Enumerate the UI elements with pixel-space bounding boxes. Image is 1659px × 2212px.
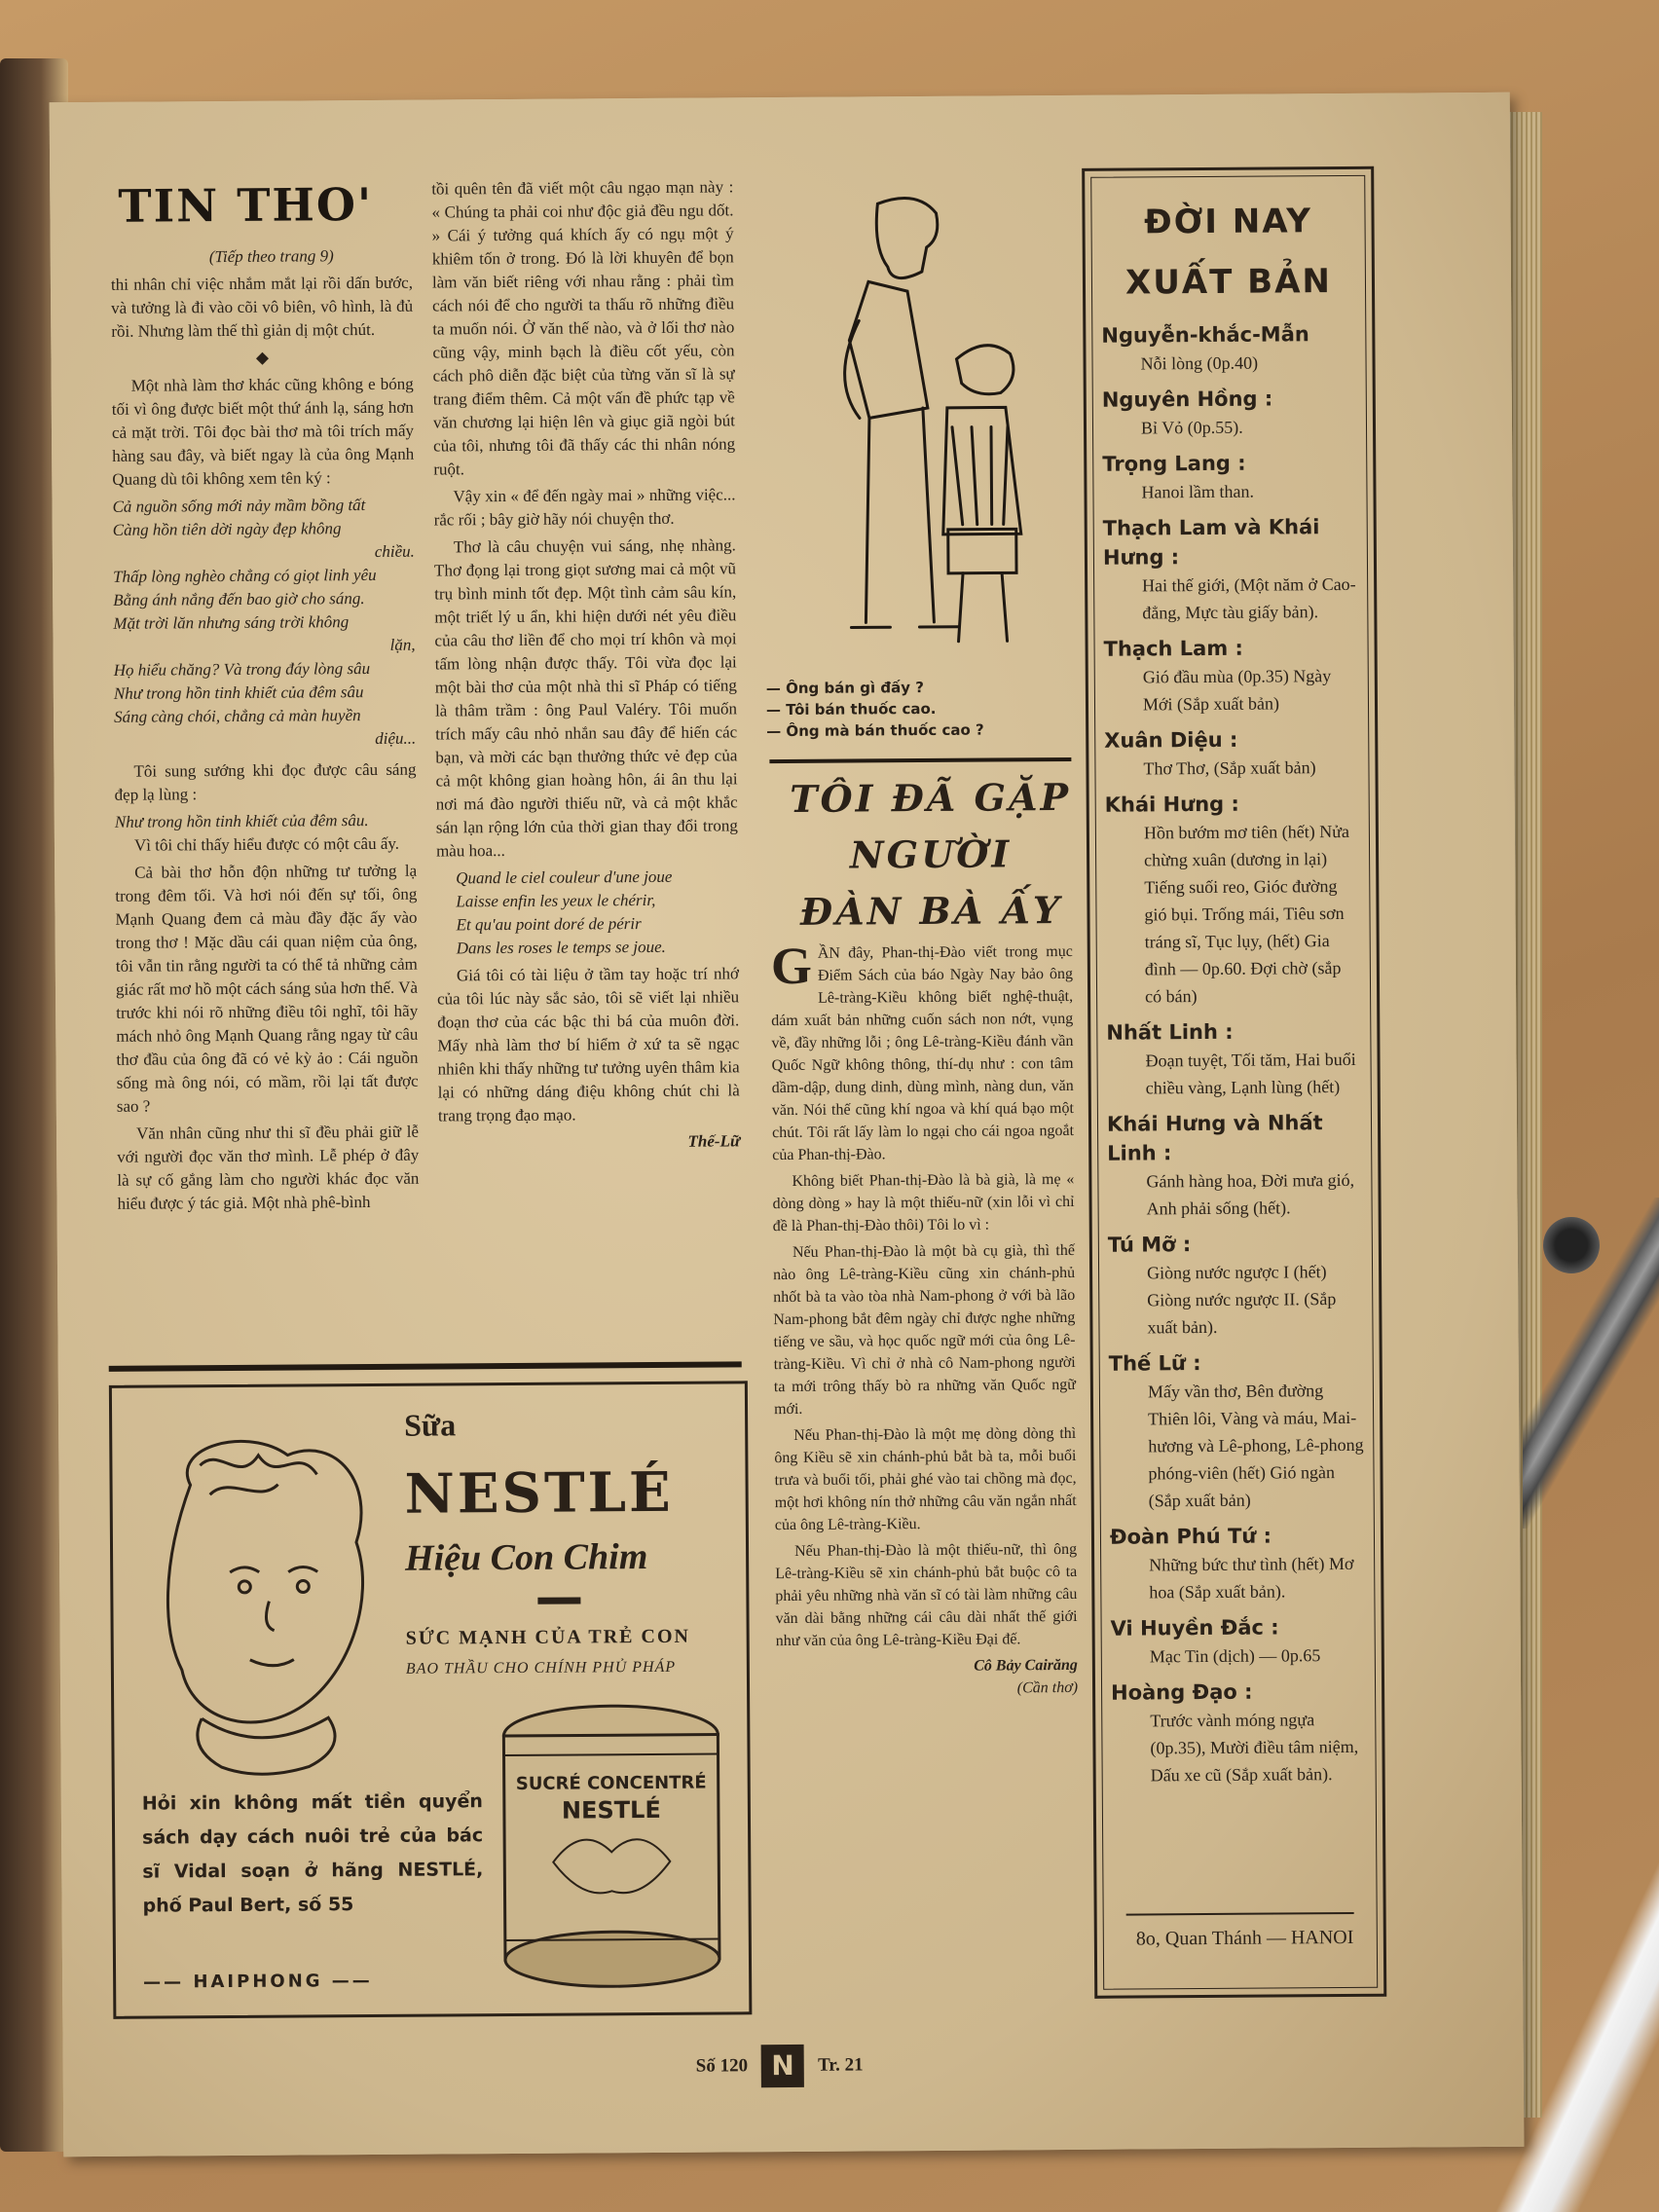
- paragraph: Thơ là câu chuyện vui sáng, nhẹ nhàng. Thơ đọng lại trong giọt sương mai cả một vũ trụ bình minh tốt đẹp. Một tình cảm sâu kín, một triết lý u ẩn, khi hiện dưới nét yêu điều của câu thơ liền để cho mọi trí khôn và mọi tấm lòng nhận được thấy. Tôi vừa đọc lại một bài thơ của một nhà thi sĩ Pháp có tiếng là thâm trầm : ông Paul Valéry. Tôi muốn trích mấy câu nhỏ nhắn sau đây để hiến các bạn, và mời các bạn thưởng thức vẻ đẹp của cả một không gian hoàng hôn, ái ân thu lại nơi má đào người thiếu nữ, và cả một khắc sán lạn rộng lớn của thời gian thay đổi trong màu hoa...: [433, 535, 738, 861]
- paragraph: Nếu Phan-thị-Đào là một mẹ dòng dòng thì ông Kiều sẽ xin chánh-phủ bắt bà ta, mỗi buổi trưa và buổi tối, phải ghé vào tai chồng mà đọc, một hơi không nín thở những câu văn ngắn nhất của ông Lê-tràng-Kiều.: [774, 1424, 1077, 1534]
- publisher-box: [1082, 166, 1386, 1999]
- publication-author: Vi Huyền Đắc :: [1110, 1615, 1279, 1641]
- publication-works: Đoạn tuyệt, Tối tăm, Hai buổi chiều vàng, Lạnh lùng (hết): [1145, 1049, 1356, 1098]
- drop-cap: G: [770, 936, 813, 996]
- section-rule: [109, 1361, 742, 1372]
- box-title-line: XUẤT BẢN: [1124, 262, 1333, 303]
- tin-tho-title: TIN THO': [118, 177, 374, 233]
- poem-line: Như trong hồn tinh khiết của đêm sâu.: [114, 810, 369, 831]
- can-brand: NESTLÉ: [561, 1795, 661, 1825]
- ad-brand: NESTLÉ: [404, 1459, 674, 1527]
- poem-line: Họ hiểu chăng? Và trong đáy lòng sâu: [113, 658, 371, 680]
- publication-works: Thơ Thơ, (Sắp xuất bản): [1143, 757, 1316, 779]
- publication-works: Những bức thư tình (hết) Mơ hoa (Sắp xuất bản).: [1149, 1553, 1354, 1603]
- story-title-line: TÔI ĐÃ GẶP: [790, 774, 1072, 821]
- poem-line: Thấp lòng nghèo chẳng có giọt linh yêu: [112, 565, 377, 586]
- poem-line: Cả nguồn sống mới nảy mầm bồng tất: [112, 496, 366, 516]
- paragraph: thi nhân chỉ việc nhắm mắt lại rồi dấn bước, và tưởng là đi vào cõi vô biên, vô hình, là đủ rồi. Nhưng làm thế thì giản dị một chút.: [110, 273, 414, 341]
- poem-line: Mặt trời lăn nhưng sáng trời không: [113, 612, 350, 633]
- publication-author: Trọng Lang :: [1102, 451, 1246, 476]
- nestle-advertisement: [109, 1381, 753, 2019]
- paragraph: Văn nhân cũng như thi sĩ đều phải giữ lễ với người đọc văn thơ mình. Lễ phép ở đây là sự cố gắng làm cho người khác đọc văn hiểu được ý tác giả. Một nhà phê-bình: [117, 1122, 420, 1213]
- publication-works: Hồn bướm mơ tiên (hết) Nửa chừng xuân (dương in lại) Tiếng suối reo, Gióc đường gió bụi. Trống mái, Tiêu sơn tráng sĩ, Tục lụy, (hết) Gia đình — 0p.60. Đợi chờ (sắp có bán): [1143, 821, 1349, 1007]
- story-title-line: NGƯỜI: [849, 831, 1013, 877]
- signature-place: (Cần thơ): [1016, 1678, 1079, 1697]
- publication-author: Đoàn Phú Tứ :: [1109, 1524, 1272, 1549]
- publication-works: Gánh hàng hoa, Đời mưa gió, Anh phải sống (hết).: [1146, 1169, 1355, 1219]
- poem-line: Bằng ánh nắng đến bao giờ cho sáng.: [113, 589, 365, 609]
- poem-line: lặn,: [389, 635, 416, 654]
- publication-works: Hanoi lầm than.: [1141, 481, 1255, 502]
- caption-line: — Ông mà bán thuốc cao ?: [766, 720, 984, 741]
- publication-works: Mấy vần thơ, Bên đường Thiên lôi, Vàng và máu, Mai-hương và Lê-phong, Lê-phong phóng-viên (hết) Gió ngàn (Sắp xuất bản): [1147, 1381, 1364, 1511]
- ad-offer-text: Hỏi xin không mất tiền quyển sách dạy cách nuôi trẻ của bác sĩ Vidal soạn ở hãng NESTLÉ, phố Paul Bert, số 55: [141, 1790, 484, 1917]
- caption-line: — Ông bán gì đấy ?: [765, 679, 924, 698]
- poem-line: Sáng càng chói, chẳng cả màn huyền: [113, 706, 361, 726]
- french-poem-line: Quand le ciel couleur d'une joue: [456, 866, 673, 888]
- paragraph: Nếu Phan-thị-Đào là một thiếu-nữ, thì ông Lê-tràng-Kiều sẽ xin chánh-phủ bắt buộc cô ta phải yêu những nhà văn sĩ có tài làm những câu văn dài bằng những cái câu dài nhất thế giới như văn của ông Lê-tràng-Kiều Đại đế.: [775, 1540, 1078, 1650]
- publication-author: Tú Mỡ :: [1107, 1233, 1192, 1257]
- milk-can-illustration: [494, 1695, 729, 1989]
- story-title: [774, 769, 1087, 940]
- box-title-line: ĐỜI NAY: [1143, 202, 1313, 242]
- publication-author: Thạch Lam :: [1103, 636, 1243, 661]
- paragraph: Không biết Phan-thị-Đào là bà già, là mẹ « dòng dòng » hay là một thiếu-nữ (xin lỗi vì chỉ đề là Phan-thị-Đào thôi) Tôi lo vì :: [772, 1170, 1075, 1235]
- publication-author: Nguyễn-khắc-Mẫn: [1101, 322, 1309, 348]
- paragraph: Nếu Phan-thị-Đào là một bà cụ già, thì thế nào ông Lê-tràng-Kiều cũng xin chánh-phủ nhốt bà ta vào tòa nhà Nam-phong ở với bà lão Nam-phong bắt đêm ngày chỉ được nghe những tiếng ve sầu, và học quốc ngữ mới của ông Lê-tràng-Kiều. Vì chỉ ở nhà cô Nam-phong người ta mới trông thấy bò ra những văn Quốc ngữ mới.: [773, 1241, 1076, 1419]
- publication-works: Bỉ Vỏ (0p.55).: [1140, 417, 1243, 438]
- publication-author: Nguyên Hồng :: [1101, 387, 1273, 412]
- paragraph: Vậy xin « để đến ngày mai » những việc... rắc rối ; bây giờ hãy nói chuyện thơ.: [433, 485, 736, 530]
- story-title-line: ĐÀN BÀ ẤY: [799, 888, 1063, 934]
- left-column: [111, 244, 420, 1220]
- paragraph: [770, 936, 1075, 1166]
- publication-author: Nhất Linh :: [1106, 1019, 1234, 1045]
- cartoon-captions: [766, 677, 984, 743]
- publication-author: Hoàng Đạo :: [1110, 1679, 1253, 1705]
- ngay-nay-logo: N: [761, 2045, 804, 2087]
- ad-slogan: SỨC MẠNH CỦA TRẺ CON: [405, 1625, 690, 1649]
- publication-works: Gió đầu mùa (0p.35) Ngày Mới (Sắp xuất bản): [1142, 666, 1332, 715]
- poem-line: Càng hồn tiên dời ngày đẹp không: [112, 519, 342, 539]
- ad-tagline: Hiệu Con Chim: [404, 1536, 648, 1579]
- section-rule: [769, 757, 1071, 763]
- caption-line: — Tôi bán thuốc cao.: [765, 699, 937, 719]
- baby-illustration: [131, 1425, 387, 1778]
- diamond-ornament: ◆: [255, 348, 270, 367]
- signature: Cô Bảy Cairăng: [974, 1656, 1078, 1675]
- publisher-box-inner-border: [1090, 175, 1378, 1990]
- page-number: Tr. 21: [818, 2054, 864, 2076]
- paragraph: Cả bài thơ hỗn độn những tư tưởng lạ trong đêm tối. Và hơi nói đến sự tối, ông Mạnh Quang đem cả màu đầy đặc ấy vào trong thơ ! Mặc dầu cái quan niệm của ông, tôi vẫn tin rằng người ta có thể tả những cảm giác rất mơ hồ một cách sáng sủa hơn thế. Và trước khi nói rõ những điều tôi nghĩ, tôi hãy mách nhỏ ông Mạnh Quang rằng ngay từ câu thơ đầu của ông đã có vẻ kỳ ảo : Cái nguồn sống mà ông nói, có mầm, rồi lại tất được sao ?: [115, 861, 419, 1116]
- publication-works: Hai thế giới, (Một năm ở Cao-đẳng, Mực tàu giấy bản).: [1142, 573, 1356, 623]
- publication-author: Thạch Lam và Khái Hưng :: [1102, 515, 1320, 570]
- publisher-address: 8o, Quan Thánh — HANOI: [1135, 1926, 1354, 1950]
- ad-divider: [537, 1597, 580, 1604]
- can-label: SUCRÉ CONCENTRÉ: [515, 1772, 707, 1794]
- french-poem-line: Dans les roses le temps se joue.: [456, 937, 666, 958]
- paragraph-text: ẦN đây, Phan-thị-Đào viết trong mục Điểm Sách của báo Ngày Nay bảo ông Lê-tràng-Kiều không biết nghệ-thuật, dám xuất bản những cuốn sách non nớt, vụng về, đầy những lỗi ; ông Lê-tràng-Kiều đánh vần Quốc Ngữ không thông, thí-dụ như : con tâm dầm-dập, dung dinh, dùng mình, nàng dun, văn văn. Nói thế cũng khí ngoa và khí quá bạo một chút. Tôi rất lấy làm lo ngại cho cái ngoa ngoắt của Phan-thị-Đào.: [771, 942, 1075, 1164]
- ad-city: —— HAIPHONG ——: [143, 1970, 373, 1993]
- paragraph: Một nhà làm thơ khác cũng không e bóng tối vì ông được biết một thứ ánh lạ, sáng hơn cả mặt trời. Tôi đọc bài thơ mà tôi trích mấy hàng sau đây, và biết ngay là của ông Mạnh Quang dù tôi không xem tên ký :: [111, 374, 415, 489]
- paragraph: Giá tôi có tài liệu ở tầm tay hoặc trí nhớ của tôi lúc này sắc sảo, tôi sẽ viết lại nhiều đoạn thơ của các bậc thi bá của muôn đời. Mấy nhà làm thơ bí hiểm ở xứ ta sẽ ngạc nhiên khi thấy những tư tưởng uyên thâm kia lại có những dáng điệu không chút chi là trang trọng đạo mạo.: [437, 964, 740, 1125]
- paragraph: Tôi sung sướng khi đọc được câu sáng đẹp lạ lùng :: [114, 759, 417, 804]
- ad-supplier: BAO THẦU CHO CHÍNH PHỦ PHÁP: [405, 1658, 677, 1677]
- issue-number: Số 120: [695, 2055, 749, 2077]
- ad-sua-label: Sữa: [404, 1407, 457, 1443]
- pen: [1523, 1198, 1659, 1529]
- french-poem-line: Et qu'au point doré de périr: [456, 914, 642, 935]
- french-poem-line: Laisse enfin les yeux le chérir,: [456, 890, 656, 911]
- middle-column: [431, 175, 740, 1155]
- publication-works: Mạc Tin (dịch) — 0p.65: [1149, 1645, 1321, 1667]
- paragraph: tồi quên tên đã viết một câu ngạo mạn này : « Chúng ta phải coi như độc giả đều ngu dốt. » Cái ý tưởng quá khích ấy có ngụ một ý khiêm tốn ở trong. Đó là lời khuyên để bọn làm văn biết riêng với nhau rằng : phải tìm cách nói để cho người ta thấu rõ những điều ta muốn nói. Ở văn thế nào, và ở lối thơ nào cũng vậy, minh bạch là điều cốt yếu, còn cách phô diễn đặc biệt của từng văn sĩ là sự trang điểm thêm. Cả một vấn đề phức tạp về văn chương lại hiện lên và giục giã ngòi bút của tôi, nhưng tôi đã thấy các thi nhân nóng ruột.: [431, 177, 736, 479]
- newspaper-page: [50, 92, 1525, 2157]
- publication-author: Khái Hưng và Nhất Linh :: [1106, 1111, 1323, 1165]
- cartoon-illustration: [751, 183, 1066, 691]
- signature: Thế-Lữ: [687, 1131, 741, 1151]
- story-column: [770, 936, 1079, 1701]
- poem-line: chiều.: [374, 541, 415, 561]
- publication-author: Khái Hưng :: [1104, 792, 1239, 817]
- publication-works: Trước vành móng ngựa (0p.35), Mười điều tâm niệm, Dấu xe cũ (Sắp xuất bản).: [1150, 1710, 1359, 1786]
- poem-line: diệu...: [375, 728, 417, 748]
- paragraph: Vì tôi chỉ thấy hiểu được có một câu ấy.: [133, 833, 400, 855]
- page-footer: [696, 2044, 864, 2087]
- poem-line: Như trong hồn tinh khiết của đêm sâu: [113, 682, 364, 703]
- publication-works: Giòng nước ngược I (hết) Giòng nước ngược II. (Sắp xuất bản).: [1147, 1262, 1337, 1338]
- publication-author: Thế Lữ :: [1108, 1351, 1201, 1376]
- continued-note: (Tiếp theo trang 9): [208, 246, 334, 267]
- publication-works: Nỗi lòng (0p.40): [1140, 352, 1259, 374]
- publication-author: Xuân Diệu :: [1104, 727, 1238, 753]
